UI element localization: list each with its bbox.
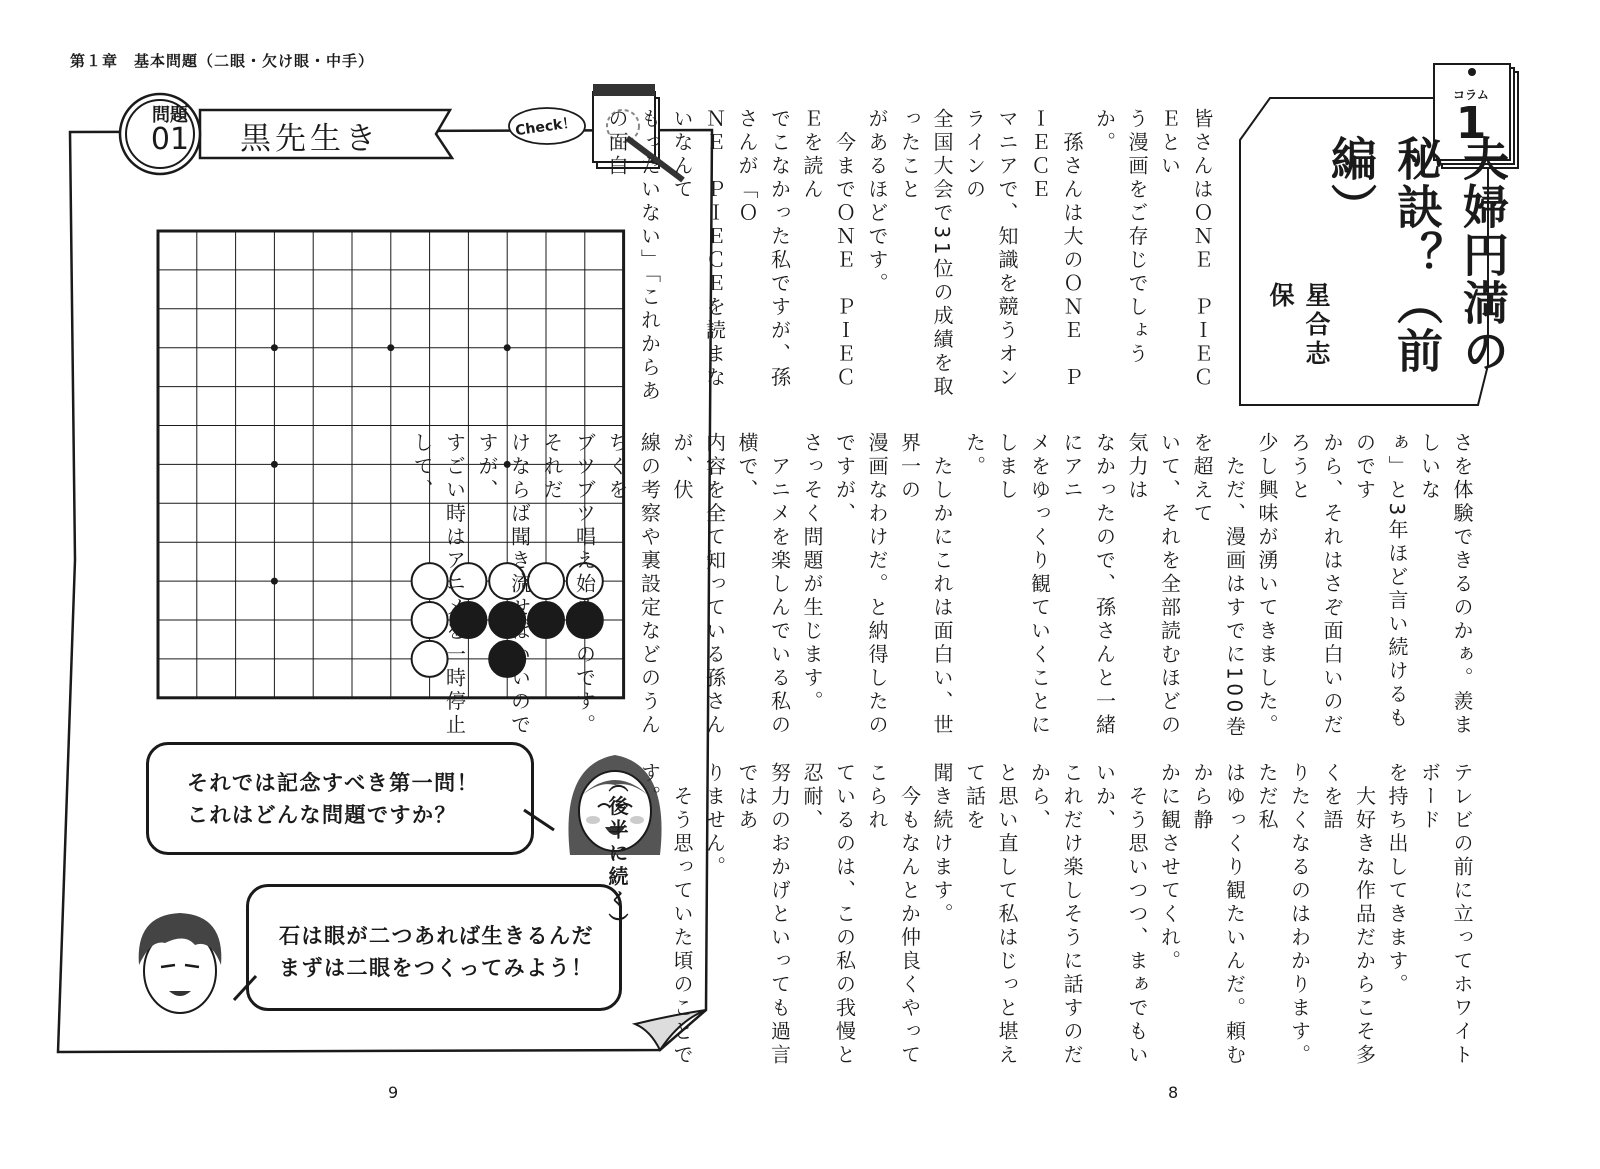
column-number: 1 [1455,98,1487,149]
text-line: はゆっくり観たいんだ。頼むから静 [1190,762,1247,1068]
bubble-tail [230,970,260,1010]
text-line: そう思っていた頃のことです。 [637,762,694,1068]
page-number-right: 8 [1168,1083,1179,1102]
speech-bubble-girl [146,742,534,855]
text-line: 少し興味が湧いてきました。 [1255,432,1279,738]
speech-line: それでは記念すべき第一問！ [187,771,480,795]
text-line: メをゆっくり観ていくことにしまし [995,432,1052,738]
problem-number: 01 [150,122,190,157]
title-line: 夫婦円満の [1456,135,1510,375]
text-line: 漫画なわけだ。と納得したのですが、 [832,432,889,738]
column-label: コラム [1453,88,1489,102]
text-line: いて、それを全部読むほどの気力は [1125,432,1182,738]
text-line: 努力のおかげといっても過言ではあ [735,762,792,1068]
text-line: りません。 [702,762,727,880]
text-line: けならば聞き流せばいいのですが、 [475,432,532,738]
text-line: 孫さんは大のＯＮＥ ＰＩＥＣＥ [1027,108,1084,390]
text-line: う漫画をご存じでしょうか。 [1092,108,1149,367]
text-line: 内容を全て知っている孫さんが、伏 [670,432,727,738]
column-title [1318,135,1516,375]
star-point [271,461,278,468]
text-line: た。 [962,432,987,479]
text-line: ぁ」と3年ほど言い続けるものです [1352,432,1409,731]
text-line: ＮＥ ＰＩＥＣＥを読まないなんて [670,108,727,390]
star-point [387,344,394,351]
text-line: を持ち出してきます。 [1385,762,1409,997]
text-line: マニアで、知識を競うオンラインの [962,108,1019,390]
star-point [271,578,278,585]
text-line: りたくなるのはわかります。ただ私 [1255,762,1312,1068]
text-line: そう思いつつ、まぁでもいいか、 [1092,762,1149,1068]
author-name: 星合志保 [1266,282,1331,369]
text-line: 今までＯＮＥ ＰＩＥＣＥを読ん [800,108,857,390]
check-label: Check！ [514,114,578,140]
text-line: でこなかった私ですが、孫さんが「Ｏ [735,108,792,390]
text-line: 線の考察や裏設定などのうんちくを [605,432,662,738]
problem-label: 問題 [152,105,188,126]
boy-avatar [125,905,235,1025]
text-line: かに観させてくれ。 [1157,762,1182,974]
title-line: 秘訣？（前編） [1324,135,1444,375]
text-line: テレビの前に立ってホワイトボード [1417,762,1474,1068]
text-line: ているのは、この私の我慢と忍耐、 [800,762,857,1068]
page-number-left: 9 [388,1083,399,1102]
text-line: すごい時はアニメを一時停止して、 [410,432,467,738]
bubble-tail [520,800,560,840]
text-line: ブツブツ唱え始めるのです。それだ [540,432,597,738]
text-line: 今もなんとか仲良くやってこられ [865,762,922,1068]
text-line: なかったので、孫さんと一緒にアニ [1060,432,1117,738]
text-line: 皆さんはＯＮＥ ＰＩＥＣＥとい [1157,108,1214,390]
speech-line: まずは二眼をつくってみよう！ [279,956,594,980]
text-line: ただ、漫画はすでに100巻を超えて [1190,432,1247,740]
chapter-header: 第１章 基本問題（二眼・欠け眼・中手） [70,52,375,70]
problem-title: 黒先生き [240,121,380,157]
speech-line: これはどんな問題ですか？ [187,803,457,827]
text-line: もったいない」「これからあの面白 [605,108,662,404]
text-line: 全国大会で31位の成績を取ったこと [897,108,954,399]
text-line: から、それはさぞ面白いのだろうと [1287,432,1344,738]
column-text-upper [605,108,1218,413]
text-line: さっそく問題が生じます。 [800,432,824,714]
text-line: があるほどです。 [865,108,889,296]
text-line: さを体験できるのかぁ。羨ましいな [1417,432,1474,738]
text-line: たしかにこれは面白い、世界一の [897,432,954,738]
text-line: これだけ楽しそうに話すのだから、 [1027,762,1084,1068]
text-line: 大好きな作品だからこそ多くを語 [1320,762,1377,1068]
speech-line: 石は眼が二つあれば生きるんだ [279,924,594,948]
to-be-continued: （後半に続く） [605,772,629,937]
column-text-middle [410,432,1478,742]
star-point [504,344,511,351]
speech-bubble-boy [246,884,622,1011]
text-line: 聞き続けます。 [930,762,954,927]
text-line: と思い直して私はじっと堪えて話を [962,762,1019,1068]
text-line: アニメを楽しんでいる私の横で、 [735,432,792,738]
star-point [271,344,278,351]
column-text-lower [605,762,1478,1072]
